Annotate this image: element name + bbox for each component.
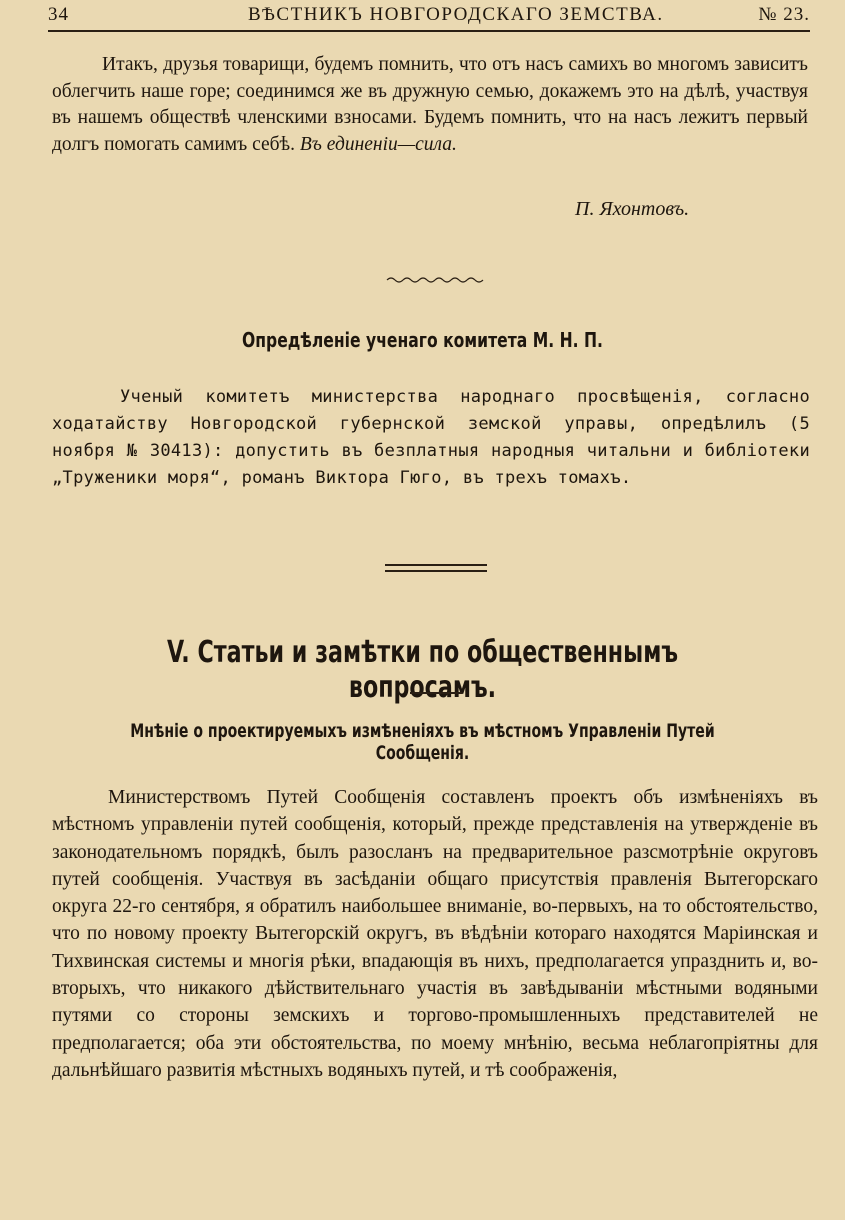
section-rule bbox=[410, 692, 462, 694]
article-body: Министерствомъ Путей Сообщенія составленъ проектъ объ измѣненіяхъ въ мѣстномъ управленіи путей сообщенія, который, прежде представленія на утвержденіе въ законодательномъ порядкѣ, былъ разосланъ на предварительное разсмотрѣніе округовъ путей сообщенія. Участвуя въ засѣданіи общаго присутствія правленія Вытегорскаго округа 22-го сентября, я обратилъ наибольшее вниманіе, во-первыхъ, на то обстоятельство, что по новому проекту Вытегорскій округъ, въ вѣдѣніи котораго находятся Маріинская и Тихвинская системы и многія рѣки, впадающія въ нихъ, предполагается упразднить и, во-вторыхъ, что никакого дѣйствительнаго участія въ завѣдываніи мѣстными водяными путями со стороны земскихъ и торгово-промышленныхъ представителей не предполагается; оба эти обстоятельства, по моему мнѣнію, весьма неблагопріятны для дальнѣйшаго развитія мѣстныхъ водяныхъ путей, и тѣ соображенія, bbox=[52, 787, 818, 1081]
letter-paragraph bbox=[52, 52, 808, 158]
journal-title: ВѢСТНИКЪ НОВГОРОДСКАГО ЗЕМСТВА. bbox=[248, 4, 664, 25]
letter-signature: П. Яхонтовъ. bbox=[575, 198, 690, 220]
header-rule bbox=[48, 30, 810, 32]
decree-body: Ученый комитетъ министерства народнаго просвѣщенія, согласно ходатайству Новгородской губернской земской управы, опредѣлилъ (5 ноября № 30413): допустить въ безплатныя народныя читальни и библіотеки „Труженики моря“, романъ Виктора Гюго, въ трехъ томахъ. bbox=[52, 387, 810, 488]
section-heading: V. Статьи и замѣтки по общественнымъ вопросамъ. bbox=[166, 635, 679, 705]
page-number: 34 bbox=[48, 4, 69, 25]
issue-number: № 23. bbox=[758, 4, 810, 25]
letter-text: Итакъ, друзья товарищи, будемъ помнить, что отъ насъ самихъ во многомъ зависитъ облегчить наше горе; соединимся же въ дружную семью, докажемъ это на дѣлѣ, участвуя въ нашемъ обществѣ членскими взносами. Будемъ помнить, что на насъ лежитъ первый долгъ помогать самимъ себѣ. bbox=[52, 54, 808, 155]
wavy-separator bbox=[385, 275, 485, 285]
letter-motto: Въ единеніи—сила. bbox=[299, 133, 457, 155]
decree-heading: Опредѣленіе ученаго комитета М. Н. П. bbox=[242, 328, 603, 352]
article-title: Мнѣніе о проектируемыхъ измѣненіяхъ въ мѣстномъ Управленіи Путей Сообщенія. bbox=[130, 720, 715, 764]
double-rule-separator bbox=[385, 564, 487, 572]
running-header bbox=[48, 4, 810, 30]
